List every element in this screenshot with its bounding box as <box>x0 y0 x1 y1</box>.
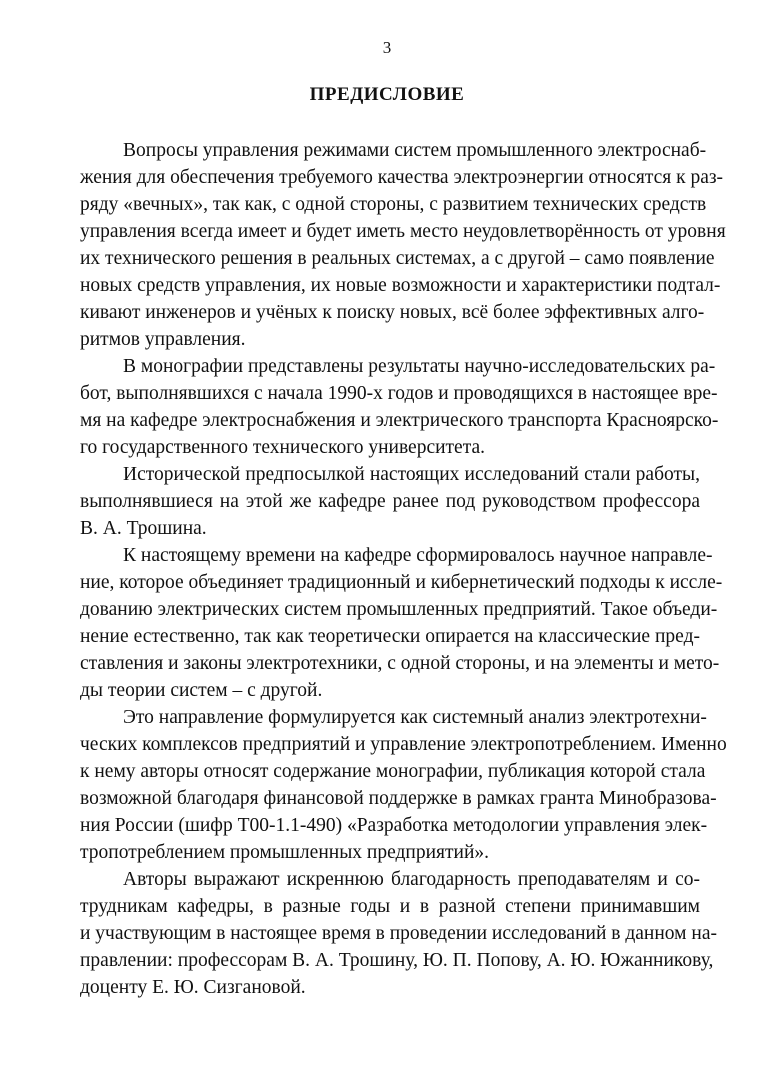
text-line: мя на кафедре электроснабжения и электрического транспорта Красноярско- <box>80 410 719 431</box>
text-line: Исторической предпосылкой настоящих исследований стали работы, <box>123 464 700 485</box>
text-line: правлении: профессорам В. А. Трошину, Ю. П. Попову, А. Ю. Южанникову, <box>80 950 714 971</box>
text-line: управления всегда имеет и будет иметь место неудовлетворённость от уровня <box>80 221 726 242</box>
text-line: возможной благодаря финансовой поддержке в рамках гранта Минобразова- <box>80 788 717 809</box>
text-line: бот, выполнявшихся с начала 1990-х годов и проводящихся в настоящее вре- <box>80 383 718 404</box>
text-line: Вопросы управления режимами систем промышленного электроснаб- <box>123 140 707 161</box>
text-line: трудникам кафедры, в разные годы и в разной степени принимавшим <box>80 896 700 917</box>
text-line: и участвующим в настоящее время в проведении исследований в данном на- <box>80 923 717 944</box>
text-line: ставления и законы электротехники, с одной стороны, и на элементы и мето- <box>80 653 720 674</box>
text-line: нение естественно, так как теоретически опирается на классические пред- <box>80 626 700 647</box>
text-line: В монографии представлены результаты научно-исследовательских ра- <box>123 356 716 377</box>
text-line: жения для обеспечения требуемого качества электроэнергии относятся к раз- <box>80 167 724 188</box>
text-line: дованию электрических систем промышленных предприятий. Такое объеди- <box>80 599 718 620</box>
preface-body <box>80 137 727 1001</box>
text-line: новых средств управления, их новые возможности и характеристики подтал- <box>80 275 721 296</box>
text-line: ния России (шифр Т00-1.1-490) «Разработка методологии управления элек- <box>80 815 708 836</box>
text-line: Авторы выражают искреннюю благодарность преподавателям и со- <box>123 869 700 890</box>
text-line: к нему авторы относят содержание монографии, публикация которой стала <box>80 761 706 782</box>
text-line: Это направление формулируется как системный анализ электротехни- <box>123 707 707 728</box>
page-number: 3 <box>382 38 392 57</box>
text-line: их технического решения в реальных системах, а с другой – само появление <box>80 248 715 269</box>
text-line: ряду «вечных», так как, с одной стороны, с развитием технических средств <box>80 194 707 215</box>
text-line: К настоящему времени на кафедре сформировалось научное направле- <box>123 545 713 566</box>
text-line: выполнявшиеся на этой же кафедре ранее под руководством профессора <box>80 491 700 512</box>
text-line: ритмов управления. <box>80 329 246 350</box>
text-line: доценту Е. Ю. Сизгановой. <box>80 977 306 998</box>
text-line: В. А. Трошина. <box>80 518 207 539</box>
text-line: го государственного технического университета. <box>80 437 486 458</box>
text-line: тропотреблением промышленных предприятий». <box>80 842 490 863</box>
text-line: ды теории систем – с другой. <box>80 680 323 701</box>
text-line: ние, которое объединяет традиционный и кибернетический подходы к иссле- <box>80 572 723 593</box>
page-title: ПРЕДИСЛОВИЕ <box>309 84 465 105</box>
text-line: кивают инженеров и учёных к поиску новых, всё более эффективных алго- <box>80 302 705 323</box>
text-line: ческих комплексов предприятий и управление электропотреблением. Именно <box>80 734 727 755</box>
